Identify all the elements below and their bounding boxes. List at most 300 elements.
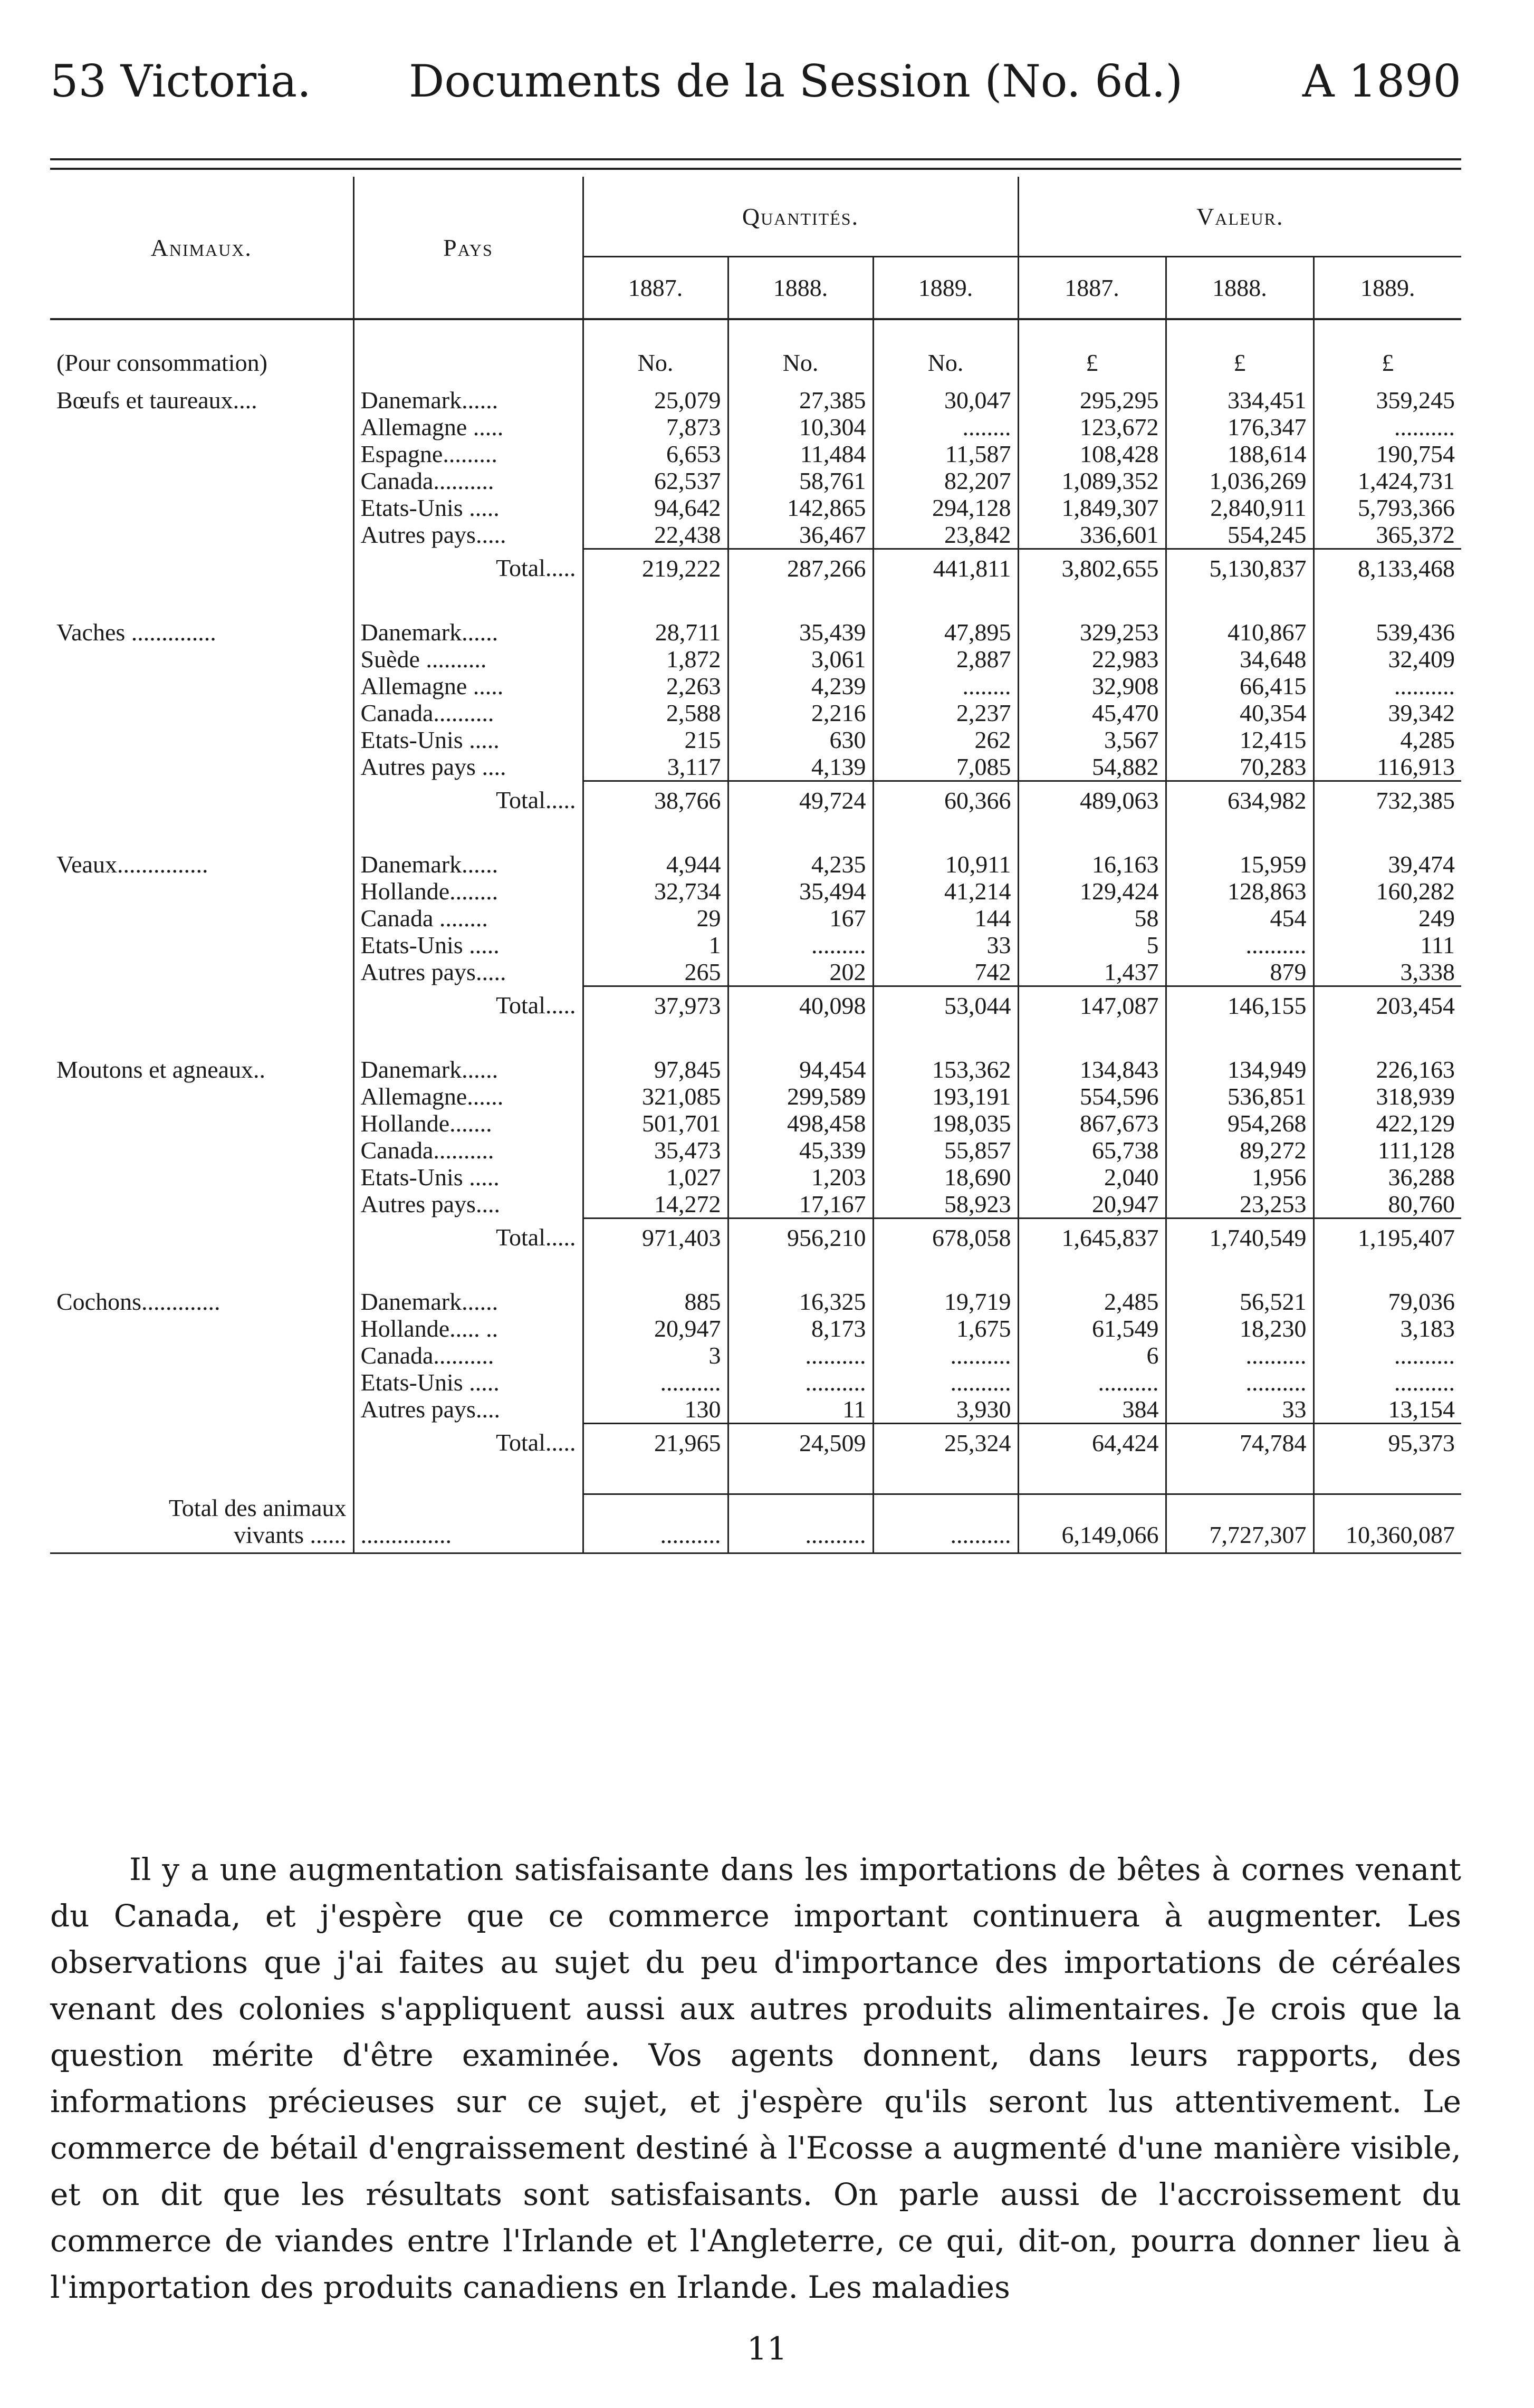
- value-cell: 10,304: [728, 414, 873, 440]
- country-label: Canada..........: [353, 699, 583, 726]
- country-label: Canada..........: [353, 1342, 583, 1369]
- value-cell: 6: [1018, 1342, 1166, 1369]
- total-cell: 219,222: [583, 549, 728, 588]
- value-cell: 176,347: [1166, 414, 1314, 440]
- value-cell: 41,214: [873, 878, 1018, 905]
- country-label: Autres pays ....: [353, 753, 583, 781]
- total-label: Total.....: [353, 549, 583, 588]
- page-number: 11: [746, 2330, 788, 2367]
- table-row: [50, 1164, 1461, 1191]
- value-cell: 20,947: [583, 1315, 728, 1342]
- value-cell: 359,245: [1314, 387, 1461, 414]
- grand-total-cell: 7,727,307: [1166, 1494, 1314, 1553]
- value-cell: 18,690: [873, 1164, 1018, 1191]
- header-title: Documents de la Session (No. 6d.): [409, 55, 1183, 107]
- total-row: [50, 781, 1461, 820]
- total-cell: 64,424: [1018, 1424, 1166, 1462]
- value-cell: 61,549: [1018, 1315, 1166, 1342]
- value-cell: 97,845: [583, 1056, 728, 1083]
- country-label: Hollande..... ..: [353, 1315, 583, 1342]
- value-cell: 89,272: [1166, 1137, 1314, 1164]
- value-cell: 66,415: [1166, 673, 1314, 699]
- value-cell: 94,454: [728, 1056, 873, 1083]
- value-cell: 3,338: [1314, 958, 1461, 986]
- value-cell: 215: [583, 726, 728, 753]
- value-cell: ..........: [728, 1342, 873, 1369]
- value-cell: 58,761: [728, 467, 873, 494]
- value-cell: ..........: [873, 1369, 1018, 1396]
- value-cell: 295,295: [1018, 387, 1166, 414]
- country-label: Canada ........: [353, 905, 583, 932]
- country-label: Autres pays.....: [353, 958, 583, 986]
- page-header: [50, 55, 1461, 113]
- table-row: [50, 726, 1461, 753]
- country-label: Suède ..........: [353, 646, 583, 673]
- country-label: Danemark......: [353, 1056, 583, 1083]
- country-label: Hollande.......: [353, 1110, 583, 1137]
- country-label: Etats-Unis .....: [353, 726, 583, 753]
- value-cell: 39,342: [1314, 699, 1461, 726]
- year-header: 1888.: [1166, 257, 1314, 320]
- unit-cell: No.: [873, 319, 1018, 387]
- total-row: [50, 549, 1461, 588]
- value-cell: 2,485: [1018, 1288, 1166, 1315]
- total-cell: 1,645,837: [1018, 1219, 1166, 1257]
- value-cell: 4,235: [728, 851, 873, 878]
- value-cell: 35,439: [728, 619, 873, 646]
- country-label: Allemagne .....: [353, 673, 583, 699]
- value-cell: 1,872: [583, 646, 728, 673]
- value-cell: 55,857: [873, 1137, 1018, 1164]
- unit-cell: £: [1166, 319, 1314, 387]
- country-label: Canada..........: [353, 1137, 583, 1164]
- total-cell: 203,454: [1314, 986, 1461, 1025]
- total-cell: 956,210: [728, 1219, 873, 1257]
- country-label: Canada..........: [353, 467, 583, 494]
- grand-total-cell: ..........: [728, 1494, 873, 1553]
- col-header-valeur: Valeur.: [1018, 177, 1461, 257]
- value-cell: 193,191: [873, 1083, 1018, 1110]
- country-label: Danemark......: [353, 1288, 583, 1315]
- grand-total-cell: ..........: [583, 1494, 728, 1553]
- value-cell: ..........: [1018, 1369, 1166, 1396]
- value-cell: 54,882: [1018, 753, 1166, 781]
- table-row: [50, 673, 1461, 699]
- value-cell: 32,908: [1018, 673, 1166, 699]
- value-cell: 30,047: [873, 387, 1018, 414]
- year-header: 1888.: [728, 257, 873, 320]
- value-cell: 3,183: [1314, 1315, 1461, 1342]
- value-cell: 65,738: [1018, 1137, 1166, 1164]
- value-cell: 2,237: [873, 699, 1018, 726]
- country-label: Autres pays....: [353, 1191, 583, 1219]
- table-row: [50, 1191, 1461, 1219]
- country-label: Etats-Unis .....: [353, 932, 583, 958]
- table-row: [50, 905, 1461, 932]
- table-row: [50, 851, 1461, 878]
- value-cell: 1,089,352: [1018, 467, 1166, 494]
- value-cell: 4,944: [583, 851, 728, 878]
- units-row: [50, 319, 1461, 387]
- value-cell: 45,470: [1018, 699, 1166, 726]
- value-cell: 7,085: [873, 753, 1018, 781]
- value-cell: 23,842: [873, 521, 1018, 549]
- value-cell: 20,947: [1018, 1191, 1166, 1219]
- value-cell: 16,325: [728, 1288, 873, 1315]
- year-header: 1889.: [1314, 257, 1461, 320]
- animal-label: Vaches ..............: [56, 619, 216, 646]
- value-cell: 1,849,307: [1018, 494, 1166, 521]
- value-cell: 190,754: [1314, 440, 1461, 467]
- value-cell: 18,230: [1166, 1315, 1314, 1342]
- value-cell: 11,484: [728, 440, 873, 467]
- total-cell: 95,373: [1314, 1424, 1461, 1462]
- value-cell: 8,173: [728, 1315, 873, 1342]
- value-cell: 19,719: [873, 1288, 1018, 1315]
- year-header: 1887.: [1018, 257, 1166, 320]
- total-cell: 53,044: [873, 986, 1018, 1025]
- table-row: [50, 467, 1461, 494]
- year-header: 1887.: [583, 257, 728, 320]
- total-cell: 40,098: [728, 986, 873, 1025]
- value-cell: 79,036: [1314, 1288, 1461, 1315]
- value-cell: ..........: [1166, 1369, 1314, 1396]
- country-label: Etats-Unis .....: [353, 1164, 583, 1191]
- value-cell: 22,983: [1018, 646, 1166, 673]
- value-cell: 742: [873, 958, 1018, 986]
- value-cell: 58,923: [873, 1191, 1018, 1219]
- total-cell: 441,811: [873, 549, 1018, 588]
- value-cell: 536,851: [1166, 1083, 1314, 1110]
- value-cell: 13,154: [1314, 1396, 1461, 1424]
- table-row: [50, 1056, 1461, 1083]
- value-cell: 334,451: [1166, 387, 1314, 414]
- value-cell: 5: [1018, 932, 1166, 958]
- value-cell: 336,601: [1018, 521, 1166, 549]
- value-cell: 160,282: [1314, 878, 1461, 905]
- value-cell: ..........: [1314, 1342, 1461, 1369]
- value-cell: 4,239: [728, 673, 873, 699]
- total-cell: 37,973: [583, 986, 728, 1025]
- value-cell: 867,673: [1018, 1110, 1166, 1137]
- total-cell: 287,266: [728, 549, 873, 588]
- value-cell: 11: [728, 1396, 873, 1424]
- value-cell: 198,035: [873, 1110, 1018, 1137]
- total-label: Total.....: [353, 986, 583, 1025]
- value-cell: 321,085: [583, 1083, 728, 1110]
- value-cell: 17,167: [728, 1191, 873, 1219]
- value-cell: 226,163: [1314, 1056, 1461, 1083]
- value-cell: 7,873: [583, 414, 728, 440]
- value-cell: 130: [583, 1396, 728, 1424]
- header-session: 53 Victoria.: [50, 55, 311, 107]
- value-cell: 879: [1166, 958, 1314, 986]
- col-header-animaux: Animaux.: [150, 234, 252, 261]
- value-cell: 954,268: [1166, 1110, 1314, 1137]
- total-row: [50, 1219, 1461, 1257]
- value-cell: 27,385: [728, 387, 873, 414]
- livestock-import-table: [50, 177, 1461, 1554]
- country-label: Etats-Unis .....: [353, 494, 583, 521]
- total-cell: 25,324: [873, 1424, 1018, 1462]
- value-cell: ..........: [728, 1369, 873, 1396]
- country-label: Allemagne......: [353, 1083, 583, 1110]
- header-rule-bottom: [50, 168, 1461, 170]
- animal-label: Veaux...............: [56, 851, 208, 878]
- value-cell: 4,285: [1314, 726, 1461, 753]
- header-year: A 1890: [1302, 55, 1461, 107]
- value-cell: ........: [873, 414, 1018, 440]
- value-cell: .........: [728, 932, 873, 958]
- value-cell: 188,614: [1166, 440, 1314, 467]
- country-label: Danemark......: [353, 619, 583, 646]
- value-cell: 45,339: [728, 1137, 873, 1164]
- value-cell: 365,372: [1314, 521, 1461, 549]
- value-cell: 299,589: [728, 1083, 873, 1110]
- country-label: Allemagne .....: [353, 414, 583, 440]
- unit-cell: No.: [583, 319, 728, 387]
- year-header: 1889.: [873, 257, 1018, 320]
- total-cell: 3,802,655: [1018, 549, 1166, 588]
- value-cell: 14,272: [583, 1191, 728, 1219]
- total-label: Total.....: [353, 1424, 583, 1462]
- total-cell: 971,403: [583, 1219, 728, 1257]
- table-row: [50, 753, 1461, 781]
- total-label: Total.....: [353, 781, 583, 820]
- value-cell: 134,843: [1018, 1056, 1166, 1083]
- grand-total-label-line2: vivants ......: [234, 1521, 347, 1548]
- value-cell: 3,061: [728, 646, 873, 673]
- value-cell: 128,863: [1166, 878, 1314, 905]
- value-cell: 108,428: [1018, 440, 1166, 467]
- value-cell: 129,424: [1018, 878, 1166, 905]
- value-cell: 630: [728, 726, 873, 753]
- table-row: [50, 414, 1461, 440]
- value-cell: 35,473: [583, 1137, 728, 1164]
- value-cell: 249: [1314, 905, 1461, 932]
- total-cell: 147,087: [1018, 986, 1166, 1025]
- value-cell: 144: [873, 905, 1018, 932]
- table-row: [50, 1396, 1461, 1424]
- value-cell: 2,588: [583, 699, 728, 726]
- grand-total-cell: ..........: [873, 1494, 1018, 1553]
- value-cell: 23,253: [1166, 1191, 1314, 1219]
- value-cell: 265: [583, 958, 728, 986]
- value-cell: 554,596: [1018, 1083, 1166, 1110]
- total-row: [50, 986, 1461, 1025]
- value-cell: 1,036,269: [1166, 467, 1314, 494]
- value-cell: 47,895: [873, 619, 1018, 646]
- animal-label: Moutons et agneaux..: [56, 1056, 266, 1083]
- value-cell: 62,537: [583, 467, 728, 494]
- value-cell: 1,956: [1166, 1164, 1314, 1191]
- grand-total-label: [50, 1494, 353, 1553]
- value-cell: 94,642: [583, 494, 728, 521]
- table-row: [50, 387, 1461, 414]
- value-cell: ..........: [1314, 1369, 1461, 1396]
- header-rule-top: [50, 158, 1461, 160]
- country-label: Danemark......: [353, 387, 583, 414]
- value-cell: 56,521: [1166, 1288, 1314, 1315]
- table-row: [50, 1369, 1461, 1396]
- unit-cell: £: [1018, 319, 1166, 387]
- value-cell: 36,288: [1314, 1164, 1461, 1191]
- value-cell: 29: [583, 905, 728, 932]
- country-label: Autres pays.....: [353, 521, 583, 549]
- value-cell: 1,437: [1018, 958, 1166, 986]
- value-cell: 32,409: [1314, 646, 1461, 673]
- table-row: [50, 932, 1461, 958]
- value-cell: 33: [1166, 1396, 1314, 1424]
- table-row: [50, 958, 1461, 986]
- value-cell: 2,887: [873, 646, 1018, 673]
- table-row: [50, 878, 1461, 905]
- value-cell: ..........: [583, 1369, 728, 1396]
- table-row: [50, 1342, 1461, 1369]
- total-cell: 5,130,837: [1166, 549, 1314, 588]
- value-cell: 498,458: [728, 1110, 873, 1137]
- total-cell: 38,766: [583, 781, 728, 820]
- col-header-quantites: Quantités.: [583, 177, 1018, 257]
- value-cell: 454: [1166, 905, 1314, 932]
- table-row: [50, 494, 1461, 521]
- total-cell: 489,063: [1018, 781, 1166, 820]
- grand-total-pays: ...............: [353, 1494, 583, 1553]
- value-cell: 2,840,911: [1166, 494, 1314, 521]
- value-cell: 80,760: [1314, 1191, 1461, 1219]
- total-cell: 146,155: [1166, 986, 1314, 1025]
- value-cell: 40,354: [1166, 699, 1314, 726]
- unit-cell: £: [1314, 319, 1461, 387]
- table-row: [50, 1110, 1461, 1137]
- value-cell: 294,128: [873, 494, 1018, 521]
- value-cell: 1,027: [583, 1164, 728, 1191]
- value-cell: 34,648: [1166, 646, 1314, 673]
- value-cell: 36,467: [728, 521, 873, 549]
- value-cell: 2,263: [583, 673, 728, 699]
- value-cell: ..........: [1314, 673, 1461, 699]
- animal-label: Cochons.............: [56, 1288, 220, 1315]
- value-cell: 111,128: [1314, 1137, 1461, 1164]
- value-cell: 167: [728, 905, 873, 932]
- animal-label: Bœufs et taureaux....: [56, 387, 257, 414]
- value-cell: 2,040: [1018, 1164, 1166, 1191]
- value-cell: 111: [1314, 932, 1461, 958]
- total-row: [50, 1424, 1461, 1462]
- value-cell: 22,438: [583, 521, 728, 549]
- value-cell: 142,865: [728, 494, 873, 521]
- value-cell: 1,203: [728, 1164, 873, 1191]
- value-cell: 16,163: [1018, 851, 1166, 878]
- value-cell: 3,930: [873, 1396, 1018, 1424]
- value-cell: 32,734: [583, 878, 728, 905]
- value-cell: 410,867: [1166, 619, 1314, 646]
- value-cell: 262: [873, 726, 1018, 753]
- country-label: Etats-Unis .....: [353, 1369, 583, 1396]
- value-cell: 2,216: [728, 699, 873, 726]
- value-cell: 318,939: [1314, 1083, 1461, 1110]
- table-row: [50, 699, 1461, 726]
- value-cell: 123,672: [1018, 414, 1166, 440]
- value-cell: 35,494: [728, 878, 873, 905]
- col-header-pays: Pays: [353, 177, 583, 319]
- country-label: Hollande........: [353, 878, 583, 905]
- value-cell: 134,949: [1166, 1056, 1314, 1083]
- value-cell: ..........: [1166, 1342, 1314, 1369]
- value-cell: 4,139: [728, 753, 873, 781]
- country-label: Autres pays....: [353, 1396, 583, 1424]
- body-paragraph: Il y a une augmentation satisfaisante dans les importations de bêtes à cornes venant du Canada, et j'espère que ce commerce important continuera à augmenter. Les observations que j'ai faites au sujet du peu d'importance des importations de céréales venant des colonies s'appliquent aussi aux autres produits alimentaires. Je crois que la question mérite d'être examinée. Vos agents donnent, dans leurs rapports, des informations précieuses sur ce sujet, et j'espère qu'ils seront lus attentivement. Le commerce de bétail d'engraissement destiné à l'Ecosse a augmenté d'une manière visible, et on dit que les résultats sont satisfaisants. On parle aussi de l'accroissement du commerce de viandes entre l'Irlande et l'Angleterre, ce qui, dit-on, pourra donner lieu à l'importation des produits canadiens en Irlande. Les maladies: [50, 1851, 1461, 2305]
- table-row: [50, 619, 1461, 646]
- value-cell: 15,959: [1166, 851, 1314, 878]
- total-cell: 60,366: [873, 781, 1018, 820]
- total-cell: 24,509: [728, 1424, 873, 1462]
- value-cell: 554,245: [1166, 521, 1314, 549]
- total-cell: 678,058: [873, 1219, 1018, 1257]
- table-row: [50, 440, 1461, 467]
- value-cell: 422,129: [1314, 1110, 1461, 1137]
- value-cell: 384: [1018, 1396, 1166, 1424]
- value-cell: 28,711: [583, 619, 728, 646]
- value-cell: ........: [873, 673, 1018, 699]
- value-cell: 39,474: [1314, 851, 1461, 878]
- value-cell: 1,424,731: [1314, 467, 1461, 494]
- total-cell: 49,724: [728, 781, 873, 820]
- total-cell: 8,133,468: [1314, 549, 1461, 588]
- value-cell: 25,079: [583, 387, 728, 414]
- units-label: (Pour consommation): [56, 349, 267, 376]
- value-cell: 202: [728, 958, 873, 986]
- value-cell: 539,436: [1314, 619, 1461, 646]
- grand-total-row: [50, 1494, 1461, 1553]
- unit-cell: No.: [728, 319, 873, 387]
- value-cell: 885: [583, 1288, 728, 1315]
- table-row: [50, 521, 1461, 549]
- value-cell: 5,793,366: [1314, 494, 1461, 521]
- grand-total-cell: 10,360,087: [1314, 1494, 1461, 1553]
- value-cell: 153,362: [873, 1056, 1018, 1083]
- country-label: Espagne.........: [353, 440, 583, 467]
- table-row: [50, 1137, 1461, 1164]
- table-row: [50, 1315, 1461, 1342]
- total-cell: 21,965: [583, 1424, 728, 1462]
- value-cell: 33: [873, 932, 1018, 958]
- value-cell: 10,911: [873, 851, 1018, 878]
- grand-total-label-line1: Total des animaux: [168, 1494, 347, 1521]
- value-cell: 329,253: [1018, 619, 1166, 646]
- value-cell: 12,415: [1166, 726, 1314, 753]
- value-cell: 58: [1018, 905, 1166, 932]
- value-cell: 3: [583, 1342, 728, 1369]
- value-cell: 116,913: [1314, 753, 1461, 781]
- value-cell: 501,701: [583, 1110, 728, 1137]
- value-cell: 3,117: [583, 753, 728, 781]
- value-cell: 11,587: [873, 440, 1018, 467]
- value-cell: 6,653: [583, 440, 728, 467]
- value-cell: ..........: [1166, 932, 1314, 958]
- total-cell: 1,740,549: [1166, 1219, 1314, 1257]
- table-row: [50, 1288, 1461, 1315]
- value-cell: 70,283: [1166, 753, 1314, 781]
- table-row: [50, 646, 1461, 673]
- value-cell: ..........: [1314, 414, 1461, 440]
- value-cell: ..........: [873, 1342, 1018, 1369]
- country-label: Danemark......: [353, 851, 583, 878]
- grand-total-cell: 6,149,066: [1018, 1494, 1166, 1553]
- total-cell: 634,982: [1166, 781, 1314, 820]
- total-cell: 1,195,407: [1314, 1219, 1461, 1257]
- value-cell: 1: [583, 932, 728, 958]
